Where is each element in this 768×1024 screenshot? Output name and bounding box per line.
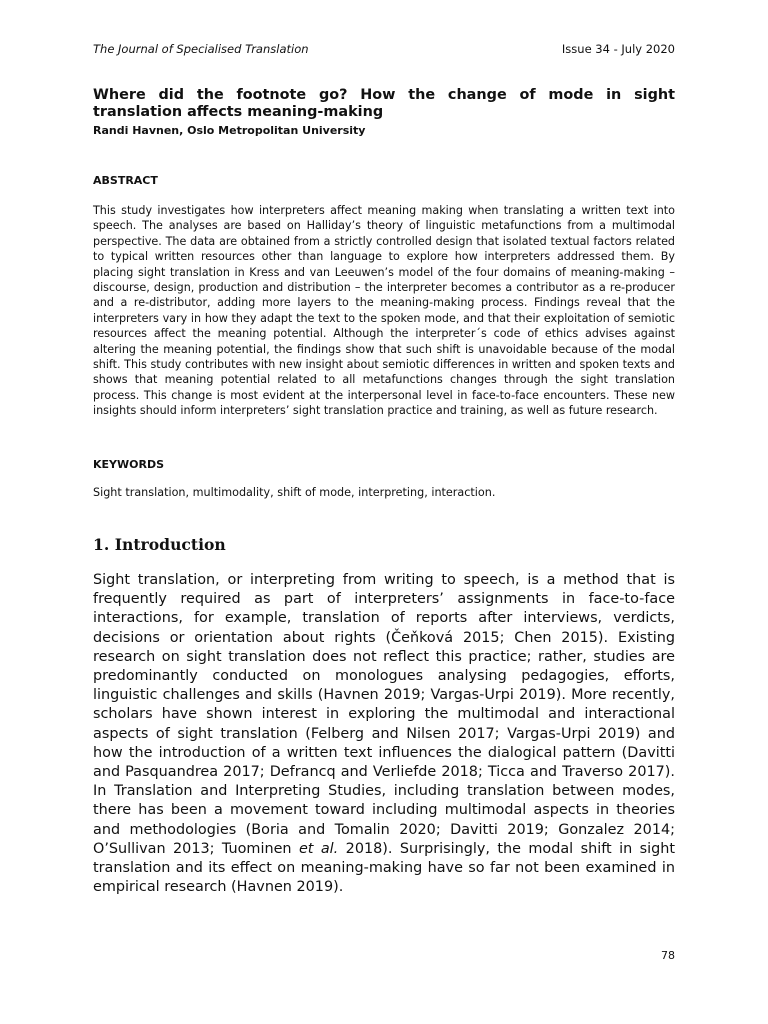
abstract-body: This study investigates how interpreters affect meaning making when translating a written text into speech. The analyses are based on Halliday’s theory of linguistic metafunctions from a multimodal perspective. The data are obtained from a strictly controlled design that isolated textual factors related to typical written resources other than language to explore how interpreters addressed them. By placing sight translation in Kress and van Leeuwen’s model of the four domains of meaning-making – discourse, design, production and distribution – the interpreter becomes a contributor as a re-producer and a re-distributor, adding more layers to the meaning-making process. Findings reveal that the interpreters vary in how they adapt the text to the spoken mode, and that their exploitation of semiotic resources affect the meaning potential. Although the interpreter´s code of ethics advises against altering the meaning potential, the findings show that such shift is unavoidable because of the modal shift. This study contributes with new insight about semiotic differences in written and spoken texts and shows that meaning potential related to all metafunctions changes through the sight translation process. This change is most evident at the interpersonal level in face-to-face encounters. These new insights should inform interpreters’ sight translation practice and training, as well as future research.: [93, 204, 675, 418]
journal-name: The Journal of Specialised Translation: [93, 42, 309, 56]
author-affiliation: Randi Havnen, Oslo Metropolitan University: [93, 124, 366, 137]
page-number: 78: [661, 949, 675, 962]
issue-info: Issue 34 - July 2020: [561, 42, 675, 56]
abstract-heading: ABSTRACT: [93, 174, 158, 187]
running-head: [93, 42, 675, 56]
keywords-list: Sight translation, multimodality, shift of mode, interpreting, interaction.: [93, 486, 496, 499]
introduction-heading: 1. Introduction: [93, 535, 226, 554]
intro-et-al: et al.: [298, 840, 339, 857]
intro-text-part1: Sight translation, or interpreting from writing to speech, is a method that is frequently required as part of interpreters’ assignments in face-to-face interactions, for example, translation of reports after interviews, verdicts, decisions or orientation about rights (Čeňková 2015; Chen 2015). Existing research on sight translation does not reflect this practice; rather, studies are predominantly conducted on monologues analysing pedagogies, efforts, linguistic challenges and skills (Havnen 2019; Vargas-Urpi 2019). More recently, scholars have shown interest in exploring the multimodal and interactional aspects of sight translation (Felberg and Nilsen 2017; Vargas-Urpi 2019) and how the introduction of a written text influences the dialogical pattern (Davitti and Pasquandrea 2017; Defrancq and Verliefde 2018; Ticca and Traverso 2017). In Translation and Interpreting Studies, including translation between modes, there has been a movement toward including multimodal aspects in theories and methodologies (Boria and Tomalin 2020; Davitti 2019; Gonzalez 2014; O’Sullivan 2013; Tuominen: [93, 572, 675, 857]
article-title: Where did the footnote go? How the change of mode in sight translation affects meaning-making: [93, 87, 675, 120]
keywords-heading: KEYWORDS: [93, 458, 165, 471]
introduction-paragraph: [93, 571, 675, 897]
intro-text-part2: 2018). Surprisingly, the modal shift in sight translation and its effect on meaning-making have so far not been examined in empirical research (Havnen 2019).: [93, 840, 675, 896]
